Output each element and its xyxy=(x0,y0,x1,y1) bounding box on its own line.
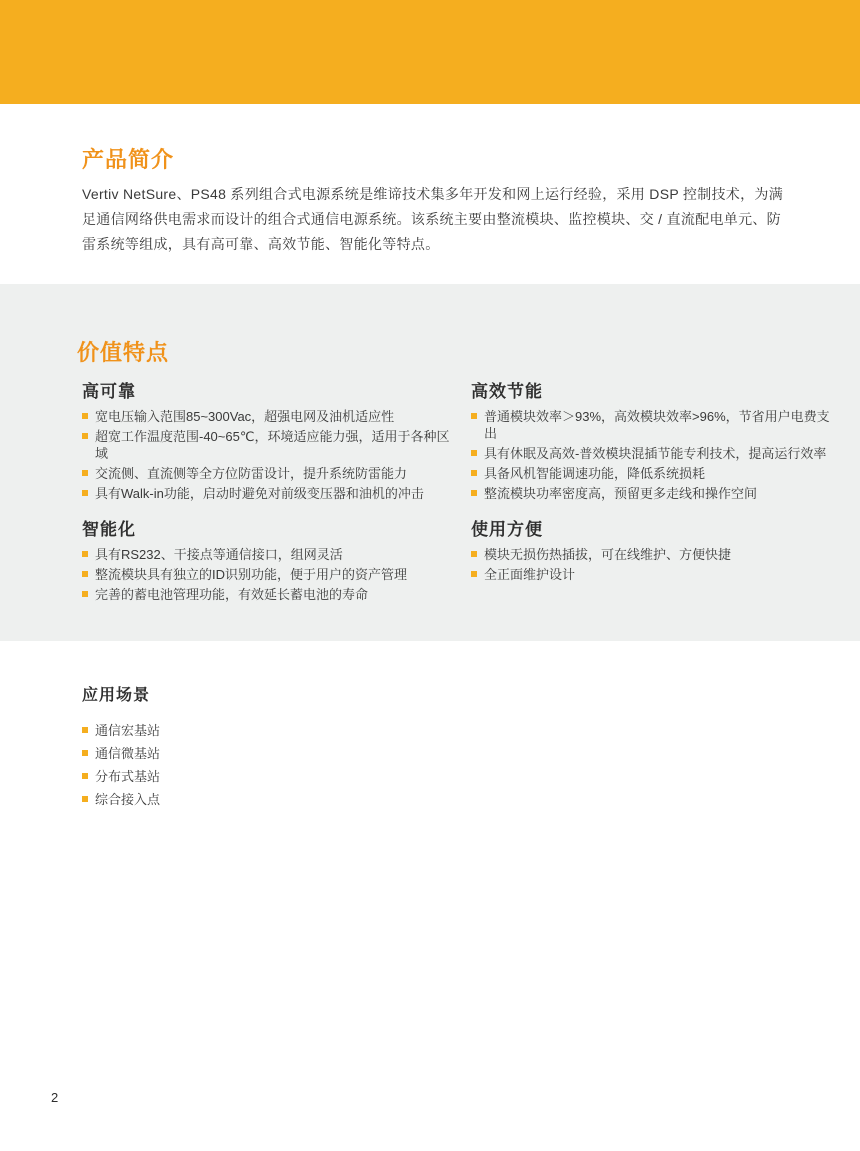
list-item-text: 通信宏基站 xyxy=(95,723,161,738)
bullet-square-icon xyxy=(471,450,477,456)
bullet-square-icon xyxy=(471,571,477,577)
list-item-text: 完善的蓄电池管理功能，有效延长蓄电池的寿命 xyxy=(95,587,369,602)
bullet-square-icon xyxy=(82,571,88,577)
list-item-text: 具有休眠及高效-普效模块混插节能专利技术，提高运行效率 xyxy=(484,446,827,461)
list-item-text: 综合接入点 xyxy=(95,792,161,807)
bullet-square-icon xyxy=(82,727,88,733)
product-intro-title: 产品简介 xyxy=(82,147,175,172)
feature-reliable-list xyxy=(82,408,452,502)
list-item-text: 分布式基站 xyxy=(95,769,161,784)
list-item xyxy=(82,428,452,462)
bullet-square-icon xyxy=(82,773,88,779)
feature-efficient-list xyxy=(471,408,836,502)
list-item xyxy=(82,546,452,563)
feature-reliable xyxy=(82,377,452,505)
feature-efficient xyxy=(471,377,836,505)
feature-reliable-heading: 高可靠 xyxy=(82,382,136,401)
list-item-text: 全正面维护设计 xyxy=(484,567,576,582)
list-item-text: 超宽工作温度范围-40~65℃，环境适应能力强，适用于各种区域 xyxy=(95,429,450,461)
bullet-square-icon xyxy=(82,591,88,597)
list-item xyxy=(82,719,160,742)
bullet-square-icon xyxy=(82,551,88,557)
list-item xyxy=(82,765,160,788)
applications-section xyxy=(82,682,160,811)
feature-easy xyxy=(471,515,836,586)
list-item-text: 具备风机智能调速功能，降低系统损耗 xyxy=(484,466,706,481)
list-item-text: 宽电压输入范围85~300Vac，超强电网及油机适应性 xyxy=(95,409,395,424)
header-color-band xyxy=(0,0,860,104)
list-item-text: 具有RS232、干接点等通信接口，组网灵活 xyxy=(95,547,343,562)
list-item xyxy=(82,586,452,603)
list-item xyxy=(471,408,836,442)
list-item xyxy=(471,465,836,482)
list-item-text: 整流模块功率密度高，预留更多走线和操作空间 xyxy=(484,486,758,501)
list-item-text: 整流模块具有独立的ID识别功能，便于用户的资产管理 xyxy=(95,567,408,582)
bullet-square-icon xyxy=(471,490,477,496)
page-number: 2 xyxy=(51,1090,59,1105)
list-item-text: 模块无损伤热插拔，可在线维护、方便快捷 xyxy=(484,547,732,562)
bullet-square-icon xyxy=(471,413,477,419)
list-item xyxy=(82,485,452,502)
list-item xyxy=(82,788,160,811)
list-item xyxy=(82,408,452,425)
list-item-text: 具有Walk-in功能，启动时避免对前级变压器和油机的冲击 xyxy=(95,486,424,501)
bullet-square-icon xyxy=(471,470,477,476)
list-item-text: 普通模块效率＞93%，高效模块效率>96%，节省用户电费支出 xyxy=(484,409,830,441)
list-item xyxy=(471,445,836,462)
product-intro-section xyxy=(82,143,792,257)
bullet-square-icon xyxy=(471,551,477,557)
list-item-text: 通信微基站 xyxy=(95,746,161,761)
list-item xyxy=(82,742,160,765)
bullet-square-icon xyxy=(82,796,88,802)
feature-easy-heading: 使用方便 xyxy=(471,520,543,539)
feature-smart-list xyxy=(82,546,452,603)
list-item xyxy=(471,546,836,563)
list-item xyxy=(82,465,452,482)
bullet-square-icon xyxy=(82,750,88,756)
bullet-square-icon xyxy=(82,470,88,476)
product-intro-body: Vertiv NetSure、PS48 系列组合式电源系统是维谛技术集多年开发和网上运行经验，采用 DSP 控制技术，为满足通信网络供电需求而设计的组合式通信电源系统。该系统主要由整流模块、监控模块、交 / 直流配电单元、防雷系统等组成，具有高可靠、高效节能、智能化等特点。 xyxy=(82,186,784,252)
feature-easy-list xyxy=(471,546,836,583)
feature-smart xyxy=(82,515,452,606)
list-item-text: 交流侧、直流侧等全方位防雷设计，提升系统防雷能力 xyxy=(95,466,408,481)
feature-smart-heading: 智能化 xyxy=(82,520,136,539)
list-item xyxy=(471,566,836,583)
bullet-square-icon xyxy=(82,433,88,439)
applications-list xyxy=(82,719,160,811)
bullet-square-icon xyxy=(82,413,88,419)
feature-efficient-heading: 高效节能 xyxy=(471,382,543,401)
bullet-square-icon xyxy=(82,490,88,496)
applications-heading: 应用场景 xyxy=(82,687,151,704)
list-item xyxy=(82,566,452,583)
value-features-title: 价值特点 xyxy=(77,340,170,365)
list-item xyxy=(471,485,836,502)
